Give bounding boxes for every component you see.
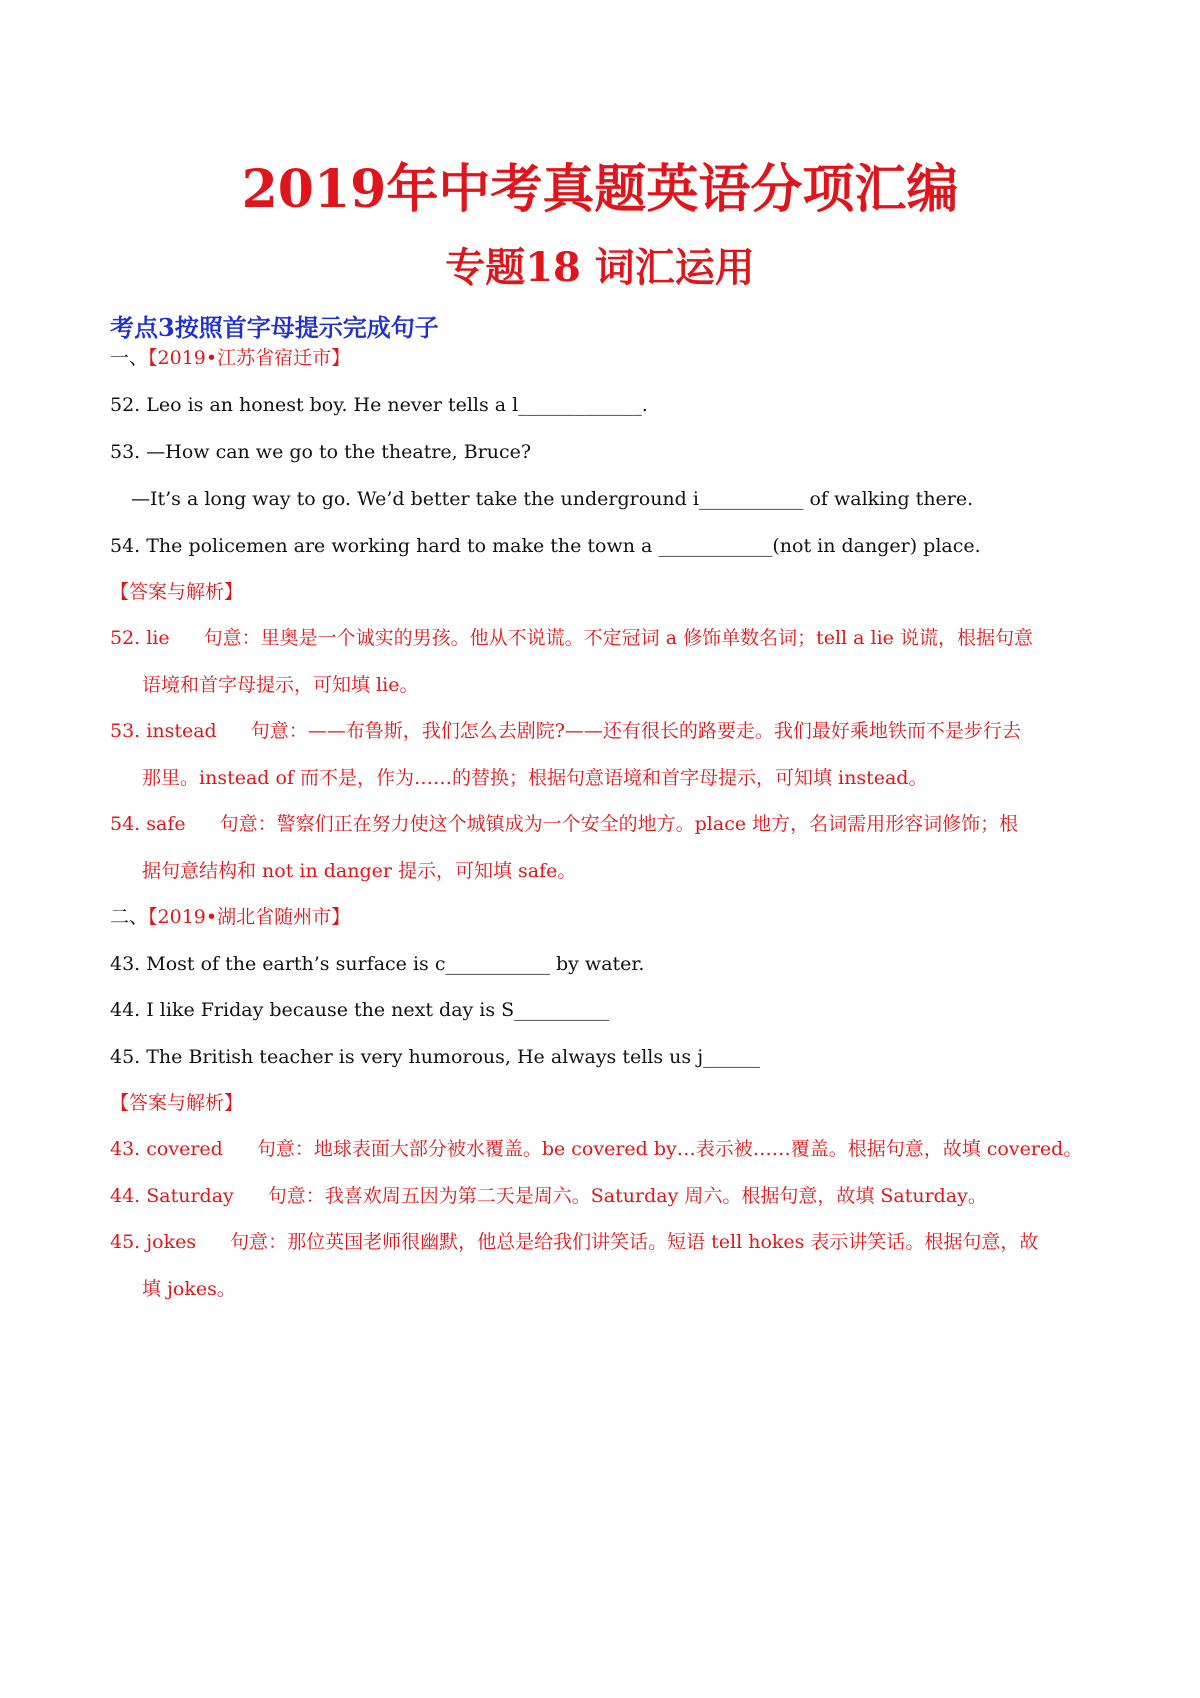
part1-label: 一、 bbox=[110, 347, 149, 369]
answer-52-key: 52. lie bbox=[110, 627, 170, 649]
answer-53-continued: 那里。instead of 而不是，作为……的替换；根据句意语境和首字母提示，可知填 instead。 bbox=[142, 767, 928, 789]
answer-45-key: 45. jokes bbox=[110, 1231, 197, 1253]
answer-54 bbox=[110, 809, 1018, 839]
answer-45 bbox=[110, 1227, 1038, 1257]
answer-54-continued: 据句意结构和 not in danger 提示，可知填 safe。 bbox=[142, 860, 577, 882]
question-53-response: —It’s a long way to go. We’d better take the underground i___________ of walking there. bbox=[131, 488, 974, 510]
answer-label-1: 【答案与解析】 bbox=[110, 581, 244, 603]
answer-54-key: 54. safe bbox=[110, 813, 186, 835]
answer-53-key: 53. instead bbox=[110, 720, 217, 742]
part1-header bbox=[110, 343, 350, 373]
answer-44-key: 44. Saturday bbox=[110, 1185, 234, 1207]
answer-52-continued: 语境和首字母提示，可知填 lie。 bbox=[142, 674, 419, 696]
answer-52 bbox=[110, 623, 1033, 653]
answer-54-explanation: 句意：警察们正在努力使这个城镇成为一个安全的地方。place 地方，名词需用形容词修饰；根 bbox=[219, 813, 1019, 835]
answer-43-key: 43. covered bbox=[110, 1138, 223, 1160]
document-subtitle: 专题18 词汇运用 bbox=[445, 244, 755, 291]
part1-source: 【2019•江苏省宿迁市】 bbox=[148, 347, 351, 369]
question-53-prompt: 53. —How can we go to the theatre, Bruce? bbox=[110, 441, 532, 463]
answer-44 bbox=[110, 1181, 987, 1211]
question-44: 44. I like Friday because the next day is S__________ bbox=[110, 999, 610, 1021]
answer-45-continued: 填 jokes。 bbox=[142, 1278, 236, 1300]
answer-52-explanation: 句意：里奥是一个诚实的男孩。他从不说谎。不定冠词 a 修饰单数名词；tell a lie 说谎，根据句意 bbox=[203, 627, 1033, 649]
document-title: 2019年中考真题英语分项汇编 bbox=[241, 159, 959, 220]
answer-44-explanation: 句意：我喜欢周五因为第二天是周六。Saturday 周六。根据句意，故填 Saturday。 bbox=[267, 1185, 987, 1207]
part2-header bbox=[110, 902, 350, 932]
section-heading: 考点3按照首字母提示完成句子 bbox=[110, 313, 439, 342]
question-45: 45. The British teacher is very humorous, He always tells us j______ bbox=[110, 1046, 761, 1068]
question-54: 54. The policemen are working hard to make the town a ____________(not in danger) place. bbox=[110, 535, 981, 557]
question-52: 52. Leo is an honest boy. He never tells a l_____________. bbox=[110, 394, 648, 416]
answer-53-explanation: 句意：——布鲁斯，我们怎么去剧院?——还有很长的路要走。我们最好乘地铁而不是步行去 bbox=[250, 720, 1021, 742]
question-43: 43. Most of the earth’s surface is c___________ by water. bbox=[110, 953, 645, 975]
answer-43-explanation: 句意：地球表面大部分被水覆盖。be covered by…表示被……覆盖。根据句意，故填 covered。 bbox=[256, 1138, 1083, 1160]
answer-43 bbox=[110, 1134, 1082, 1164]
answer-45-explanation: 句意：那位英国老师很幽默，他总是给我们讲笑话。短语 tell hokes 表示讲笑话。根据句意，故 bbox=[230, 1231, 1039, 1253]
part2-source: 【2019•湖北省随州市】 bbox=[148, 906, 351, 928]
answer-53 bbox=[110, 716, 1021, 746]
answer-label-2: 【答案与解析】 bbox=[110, 1092, 244, 1114]
part2-label: 二、 bbox=[110, 906, 149, 928]
